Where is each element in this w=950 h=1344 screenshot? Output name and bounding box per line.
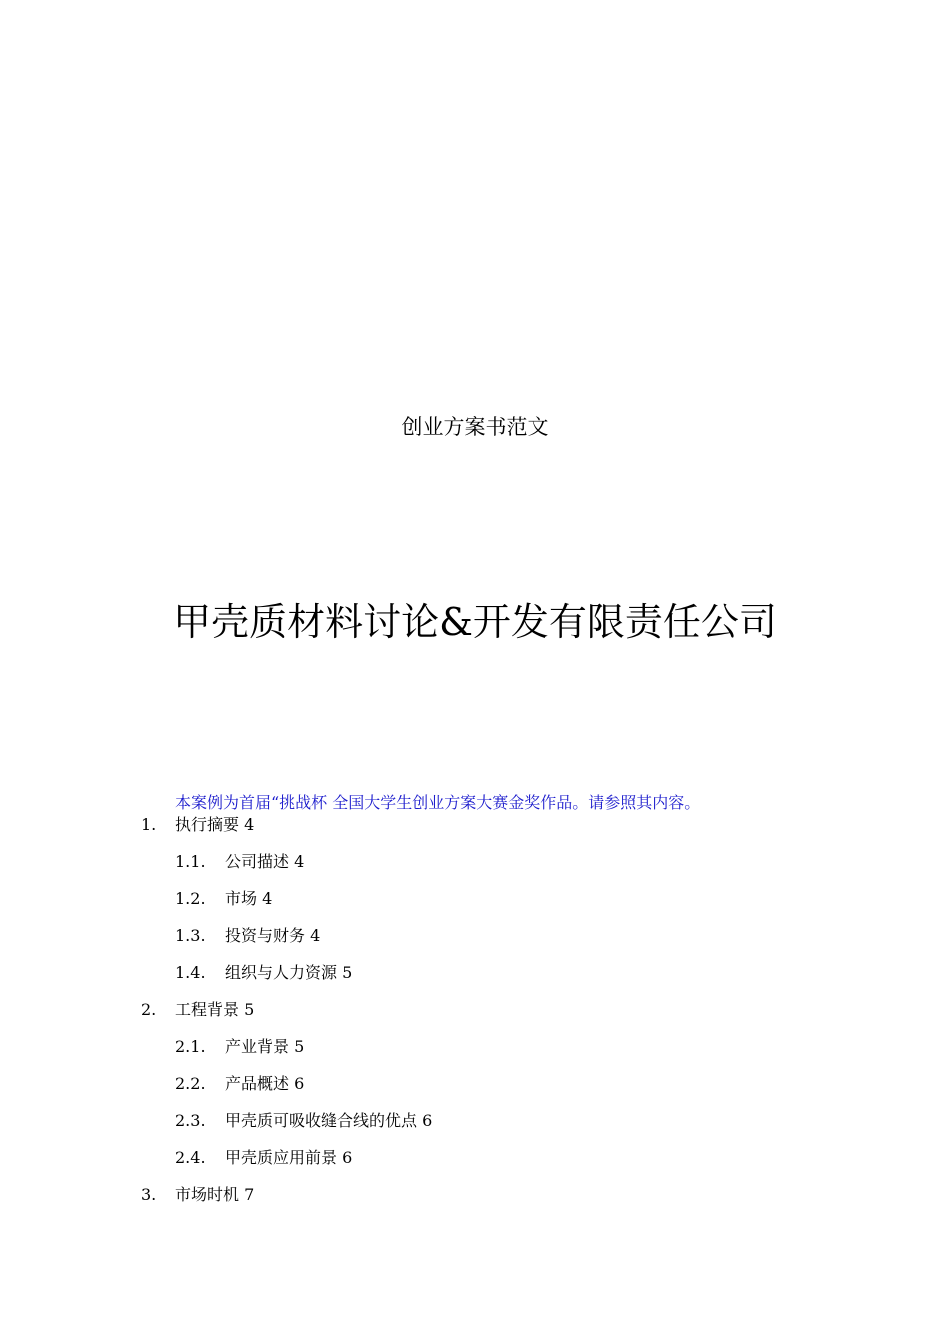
document-title: 甲壳质材料讨论&开发有限责任公司 [173,600,777,644]
toc-label: 投资与财务 4 [225,926,321,945]
toc-number: 2.1. [175,1037,206,1056]
toc-number: 1.1. [175,852,206,871]
document-note: 本案例为首届“挑战杯 全国大学生创业方案大赛金奖作品。请参照其内容。 [175,793,701,812]
toc-label: 甲壳质应用前景 6 [225,1148,353,1167]
toc-label: 执行摘要 4 [175,815,255,834]
toc-label: 甲壳质可吸收缝合线的优点 6 [225,1111,433,1130]
toc-label: 产业背景 5 [225,1037,305,1056]
toc-label: 工程背景 5 [175,1000,255,1019]
toc-number: 2.2. [175,1074,206,1093]
toc-number: 1.3. [175,926,206,945]
toc-number: 3. [141,1185,157,1204]
toc-number: 1.2. [175,889,206,908]
toc-label: 公司描述 4 [225,852,305,871]
toc-label: 组织与人力资源 5 [225,963,353,982]
toc-number: 2.4. [175,1148,206,1167]
toc-label: 市场时机 7 [175,1185,255,1204]
toc-label: 产品概述 6 [225,1074,305,1093]
document-subtitle: 创业方案书范文 [401,415,549,439]
toc-label: 市场 4 [225,889,273,908]
toc-number: 1. [141,815,157,834]
toc-number: 1.4. [175,963,206,982]
toc-number: 2.3. [175,1111,206,1130]
toc-number: 2. [141,1000,157,1019]
